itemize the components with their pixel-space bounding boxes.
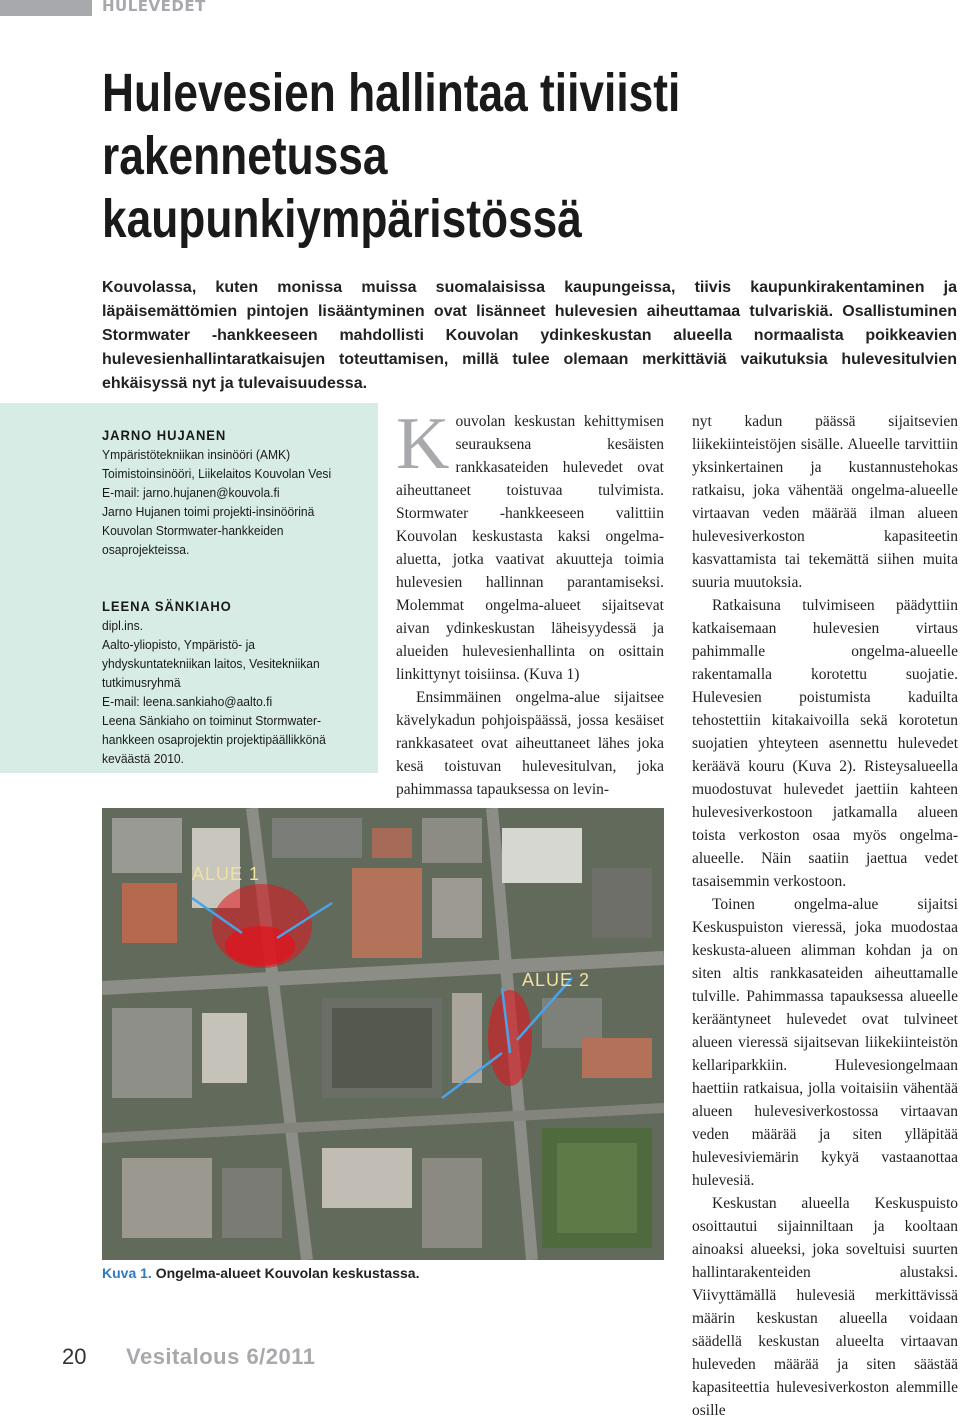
body-paragraph: Keskustan alueella Keskuspuisto osoittautui sijainniltaan ja kooltaan ainoaksi alueeksi, joka soveltuisi suurten hallintarakenteiden alustaksi. Viivyttämällä hulevesiä merkittävissä määrin keskustan alueella voidaan säädellä keskustan alueelta virtaavan huleveden määrää ja siten säästää kapasiteettia hulevesiverkoston alemmille osille bbox=[692, 1195, 958, 1419]
body-column-2 bbox=[396, 403, 664, 801]
author-line: Toimistoinsinööri, Liikelaitos Kouvolan Vesi bbox=[102, 466, 332, 481]
caption-text: Ongelma-alueet Kouvolan keskustassa. bbox=[155, 1265, 420, 1281]
author-line: keväästä 2010. bbox=[102, 751, 185, 766]
author-line: Jarno Hujanen toimi projekti-insinöörinä bbox=[102, 504, 315, 519]
lead-paragraph: Kouvolassa, kuten monissa muissa suomalaisissa kaupungeissa, tiivis kaupunkirakentaminen ja läpäisemättömien pintojen lisääntyminen ovat lisänneet hulevesien aiheuttamaa tulvariskiä. Osallistuminen Stormwater -hankkeeseen mahdollisti Kouvolan ydinkeskustan alueella normaalista poikkeavien hulevesienhallintaratkaisujen toteuttamisen, millä tulee olemaan merkittäviä vaikutuksia hulevesitulvien ehkäisyssä nyt ja tulevaisuudessa. bbox=[102, 279, 957, 392]
page-number: 20 bbox=[62, 1344, 87, 1369]
magazine-name: Vesitalous 6/2011 bbox=[126, 1344, 316, 1369]
author-info bbox=[102, 426, 348, 768]
title-line: rakennetussa bbox=[102, 126, 388, 186]
author-line: yhdyskuntatekniikan laitos, Vesitekniikan bbox=[102, 656, 320, 671]
aerial-photo-figure bbox=[102, 808, 664, 1260]
title-line: kaupunkiympäristössä bbox=[102, 189, 582, 249]
article-title bbox=[102, 62, 750, 251]
zone-2-marker bbox=[488, 990, 532, 1086]
body-paragraph: Ratkaisuna tulvimiseen päädyttiin katkaisemaan hulevesien virtaus pahimmalle ongelma-alueelle rakentamalla korotettu suojatie. Hulevesien poistumista kaduilta tehostettiin kitakaivoilla sekä korotetun suojatien yhteyteen asennettu hulevedet keräävä kouru (Kuva 2). Risteysalueella muodostuvat hulevedet jaettiin kahteen hulevesiverkostoon jatkamalla alueen toista verkoston osaa myös ongelma-alueelle. Näin saatiin jaettua vedet tasaisemmin verkostoon. bbox=[692, 597, 958, 890]
author-email[interactable]: E-mail: jarno.hujanen@kouvola.fi bbox=[102, 485, 280, 500]
body-paragraph: nyt kadun päässä sijaitsevien liikekiinteistöjen sisälle. Alueelle tarvittiin yksinkertainen ja kustannustehokas ratkaisu, joka vähentää ongelma-alueelle virtaavan veden määrää ilman alueen hulevesiverkoston kapasiteetin kasvattamista tai tekemättä siihen muita suuria muutoksia. bbox=[692, 413, 958, 591]
figure-caption bbox=[102, 1265, 419, 1281]
author-line: Ympäristötekniikan insinööri (AMK) bbox=[102, 447, 291, 462]
author-line: Aalto-yliopisto, Ympäristö- ja bbox=[102, 637, 255, 652]
author-line: Leena Sänkiaho on toiminut Stormwater- bbox=[102, 713, 322, 728]
body-column-3 bbox=[692, 410, 958, 1422]
body-paragraph: ouvolan keskustan kehittymisen seurauksena kesäisten rankkasateiden hulevedet ovat aiheuttaneet toistuvaa tulvimista. Stormwater -hankkeeseen valittiin Kouvolan keskustasta kaksi ongelma-aluetta, jotka vaativat akuutteja toimia hulevesien hallinnan parantamiseksi. Molemmat ongelma-alueet sijaitsevat aivan ydinkeskustan läheisyydessä ja alueiden hulevesienhallinta on osittain linkittynyt toisiinsa. (Kuva 1) bbox=[396, 413, 664, 683]
section-bar bbox=[0, 0, 92, 16]
author-line: tutkimusryhmä bbox=[102, 675, 181, 690]
drop-cap: K bbox=[396, 403, 450, 485]
author-name: LEENA SÄNKIAHO bbox=[102, 598, 232, 614]
author-line: osaprojekteissa. bbox=[102, 542, 190, 557]
author-line: hankkeen osaprojektin projektipäällikkönä bbox=[102, 732, 326, 747]
caption-number: Kuva 1. bbox=[102, 1265, 152, 1281]
author-email[interactable]: E-mail: leena.sankiaho@aalto.fi bbox=[102, 694, 273, 709]
author-line: Kouvolan Stormwater-hankkeiden bbox=[102, 523, 284, 538]
body-paragraph: Toinen ongelma-alue sijaitsi Keskuspuiston vieressä, joka muodostaa keskusta-alueen alimman kohdan ja on siten altis rankkasateiden aiheuttamalle tulville. Pahimmassa tapauksessa alueelle kerääntyneet hulevedet ovat tulvineet alueen vieressä sijaitsevan liikekiinteistön kellariparkkiin. Hulevesiongelmaan haettiin ratkaisua, jolla voitaisiin vähentää alueen hulevesiverkostossa virtaavan veden määrää ja siten ylläpitää hulevesiviemärin kykyä vastaanottaa hulevesiä. bbox=[692, 896, 958, 1189]
zone-2-label: ALUE 2 bbox=[522, 970, 591, 990]
section-label: HULEVEDET bbox=[102, 0, 206, 15]
author-line: dipl.ins. bbox=[102, 618, 143, 633]
aerial-map-image bbox=[102, 808, 664, 1260]
author-name: JARNO HUJANEN bbox=[102, 427, 227, 443]
zone-1-label: ALUE 1 bbox=[192, 864, 261, 884]
body-paragraph: Ensimmäinen ongelma-alue sijaitsee kävelykadun pohjoispäässä, jossa kesäiset rankkasateet ovat aiheuttaneet lähes joka kesä toistuvan hulevesitulvan, joka pahimmassa tapauksessa on levin- bbox=[396, 689, 664, 798]
title-line: Hulevesien hallintaa tiiviisti bbox=[102, 63, 681, 123]
